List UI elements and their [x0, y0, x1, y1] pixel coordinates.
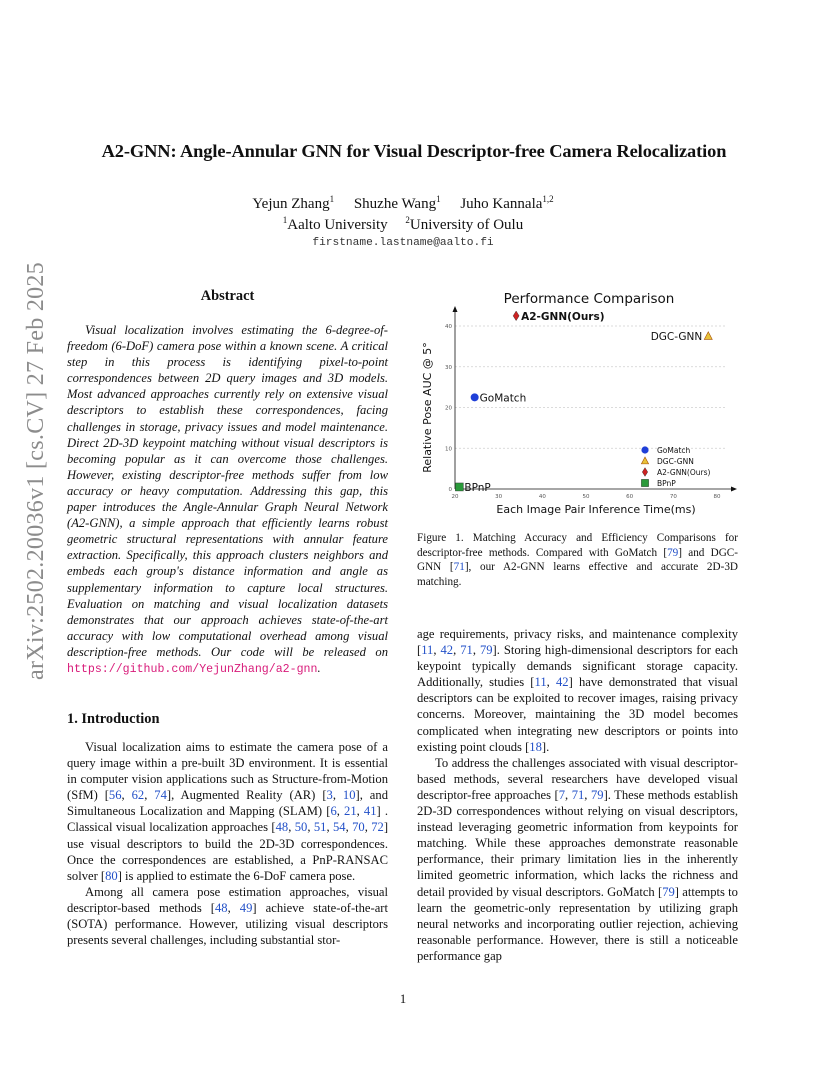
legend-marker [641, 479, 648, 486]
x-tick-label: 30 [495, 494, 503, 500]
legend-marker [641, 446, 648, 453]
data-label: BPnP [464, 481, 491, 494]
y-tick-label: 30 [445, 364, 452, 371]
y-tick-label: 40 [445, 324, 452, 330]
chart-grid [455, 326, 725, 448]
chart-title: Performance Comparison [503, 291, 675, 307]
citation-link[interactable]: 72 [371, 820, 384, 835]
citation-link[interactable]: 48 [214, 900, 228, 915]
paragraph: To address the challenges associated with visual descriptor-based methods, several researchers have developed visual descriptor-free approaches [7, 71, 79]. These methods establish 2D-3D correspondences without relying on visual descriptors, instead leveraging geometric information from keypoints for matching. While these approaches demonstrate reasonable performance, their primary limitation lies in the inherently limited geometric information, which lacks the richness and detail provided by visual descriptors. GoMatch [79] attempts to learn the geometric-only representation by utilizing graph neural networks and incorporating outlier rejection, achieving reasonable performance. However, there is still a noticeable performance gap [417, 755, 739, 963]
x-tick-label: 20 [451, 494, 459, 500]
data-label: GoMatch [479, 392, 527, 405]
citation-link[interactable]: 3 [326, 788, 333, 803]
author-list [0, 194, 806, 213]
citation-link[interactable]: 62 [131, 788, 145, 803]
figure-caption: Figure 1. Matching Accuracy and Efficiency Comparisons for descriptor-free methods. Compared with GoMatch [79] and DGC-GNN [71], our A2-GNN learns effective and accurate 2D-3D matching. [417, 532, 738, 588]
paragraph: Visual localization aims to estimate the camera pose of a query image within a pre-built 3D environment. It is essential in computer vision applications such as Structure-from-Motion (SfM) [56, 62, 74], Augmented Reality (AR) [3, 10], and Simultaneous Localization and Mapping (SLAM) [6, 21, 41] . Classical visual localization approaches [48, 50, 51, 54, 70, 72] use visual descriptors to build the 2D-3D correspondences. Once the correspondences are established, a PnP-RANSAC solver [80] is applied to estimate the 6-DoF camera pose. [67, 740, 389, 883]
data-point [513, 311, 519, 321]
citation-link[interactable]: 79 [662, 884, 675, 899]
citation-link[interactable]: 49 [239, 900, 253, 915]
abstract-body: Visual localization involves estimating the 6-degree-of-freedom (6-DoF) camera pose within a known scene. A critical step in this process is identifying pixel-to-point correspondences between 2D query images and 3D models. Most advanced approaches currently rely on extensive visual descriptors to establish these correspondences, facing challenges in storage, privacy issues and model maintenance. Direct 2D-3D keypoint matching without visual descriptors is becoming popular as it can overcome those challenges. However, existing descriptor-free methods suffer from low accuracy or heavy computation. Addressing this gap, this paper introduces the Angle-Annular Graph Neural Network (A2-GNN), a simple approach that efficiently learns robust geometric structural representations with annular feature extraction. Specifically, this approach clusters neighbors and embeds each group's distance information and angle as supplementary information to capture local structures. Evaluation on matching and visual localization datasets demonstrates that our approach achieves state-of-the-art accuracy with low computational overhead among visual description-free methods. Our code will be released on https://github.com/YejunZhang/a2-gnn. [67, 323, 388, 676]
legend-label: GoMatch [657, 446, 691, 455]
citation-link[interactable]: 21 [344, 804, 357, 819]
citation-link[interactable]: 42 [555, 675, 569, 690]
citation-link[interactable]: 71 [460, 643, 473, 658]
x-tick-label: 40 [538, 494, 546, 500]
legend-label: A2-GNN(Ours) [657, 468, 711, 477]
paragraph: Among all camera pose estimation approaches, visual descriptor-based methods [48, 49] achieve state-of-the-art (SOTA) performance. However, utilizing visual descriptors presents several challenges, including substantial stor- [67, 884, 388, 948]
author: Shuzhe Wang$^1$ [353, 194, 441, 212]
paper-title: A2-GNN: Angle-Annular GNN for Visual Descriptor-free Camera Relocalization [101, 141, 727, 161]
citation-link[interactable]: 70 [352, 820, 365, 835]
author: Juho Kannala$^{1,2}$ [460, 194, 554, 212]
page-number: 1 [399, 992, 407, 1006]
data-point [471, 393, 479, 401]
citation-link[interactable]: 54 [333, 820, 346, 835]
citation-link[interactable]: 74 [154, 788, 167, 803]
data-label: DGC-GNN [650, 331, 703, 344]
citation-link[interactable]: 48 [275, 820, 289, 835]
citation-link[interactable]: 41 [363, 804, 377, 819]
citation-link[interactable]: 79 [590, 787, 604, 802]
legend-label: BPnP [657, 479, 676, 488]
right-column-body [417, 626, 738, 964]
citation-link[interactable]: 18 [529, 739, 542, 754]
author-email: firstname.lastname@aalto.fi [312, 237, 494, 249]
citation-link[interactable]: 42 [440, 643, 454, 658]
x-tick-label: 50 [582, 494, 590, 500]
citation-link[interactable]: 11 [534, 675, 547, 690]
introduction-body [67, 739, 388, 948]
x-axis-label: Each Image Pair Inference Time(ms) [496, 503, 696, 516]
x-axis-arrow [731, 487, 737, 492]
author: Yejun Zhang$^1$ [252, 194, 335, 212]
affiliation: $^2$University of Oulu [405, 215, 524, 233]
citation-link[interactable]: 79 [667, 546, 679, 559]
data-label: A2-GNN(Ours) [521, 310, 605, 323]
affiliation: $^1$Aalto University [282, 215, 388, 233]
y-axis-arrow [453, 306, 458, 312]
y-axis-label: Relative Pose AUC @ 5° [421, 342, 434, 473]
paragraph: age requirements, privacy risks, and maintenance complexity [11, 42, 71, 79]. Storing high-dimensional descriptors for each keypoint typically demands significant storage capacity. Additionally, studies [11, 42] have demonstrated that visual descriptors can be exploited to recover images, raising privacy concerns. Moreover, maintaining the 3D model becomes complicated when integrating new descriptors or points into existing point clouds [18]. [417, 627, 739, 754]
data-point [455, 483, 463, 491]
legend-label: DGC-GNN [657, 457, 694, 466]
code-link[interactable]: https://github.com/YejunZhang/a2-gnn [67, 662, 318, 676]
citation-link[interactable]: 10 [342, 788, 356, 803]
citation-link[interactable]: 6 [330, 804, 337, 819]
arxiv-stamp: arXiv:2502.20036v1 [cs.CV] 27 Feb 2025 [23, 261, 49, 680]
legend-marker [642, 468, 647, 477]
chart-legend [641, 446, 710, 488]
citation-link[interactable]: 7 [558, 787, 566, 802]
citation-link[interactable]: 56 [108, 788, 122, 803]
y-tick-label: 20 [445, 405, 452, 412]
citation-link[interactable]: 71 [453, 561, 465, 574]
data-point [704, 332, 712, 340]
y-tick-label: 0 [448, 487, 452, 493]
citation-link[interactable]: 79 [479, 643, 493, 658]
citation-link[interactable]: 50 [294, 820, 308, 835]
citation-link[interactable]: 71 [571, 787, 585, 802]
chart-points [455, 311, 712, 494]
performance-comparison-chart [417, 282, 747, 522]
citation-link[interactable]: 51 [313, 820, 327, 835]
section-heading-introduction: 1. Introduction [67, 711, 160, 727]
legend-marker [641, 457, 648, 464]
affiliation-list [0, 215, 806, 234]
x-tick-label: 70 [669, 494, 677, 500]
citation-link[interactable]: 80 [105, 868, 118, 883]
x-tick-label: 80 [713, 494, 721, 500]
citation-link[interactable]: 11 [421, 643, 434, 658]
abstract-heading: Abstract [200, 288, 255, 304]
y-tick-label: 10 [445, 446, 452, 453]
x-tick-label: 60 [626, 494, 634, 500]
